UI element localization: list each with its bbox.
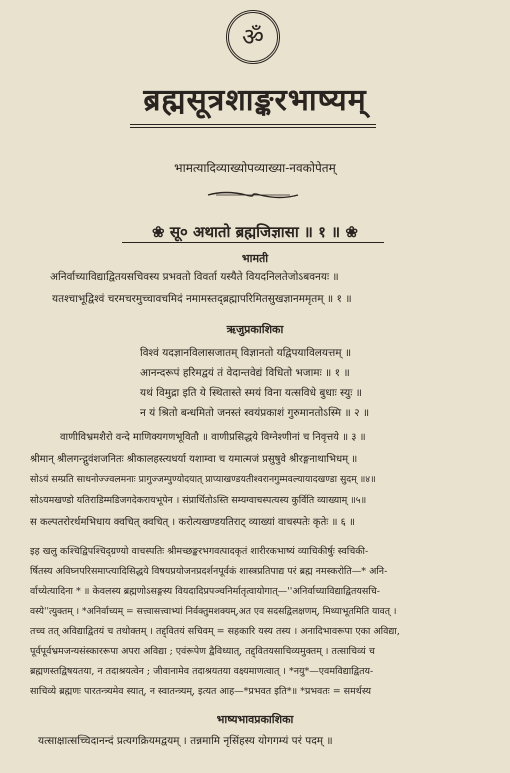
verse-line: स कल्पतरोरर्थमभिधाय क्वचित् क्वचित् । करोत्यखण्डयतिराट् व्याख्यां वाचस्पतेः कृतेः ॥ ६ ॥ [30,517,356,528]
commentary-line: र्वाच्येत्यादिना * ॥ केवलस्य ब्रह्मणोऽसङ्गस्य वियदादिप्रपञ्चनिर्मातृत्वायोगात्—''अनिर्वाच्याविद्याद्वितयसचि- [30,586,381,597]
commentary-line: पूर्वपूर्वभ्रमजन्यसंस्काररूपा अपरा अविद्या ; एवंरूपेण द्वैविध्यात्, तद्द्वितयसाचिव्यमुक्तम् । तत्साचिव्यं च [30,646,375,657]
verse-line: आनन्दरूपं हरिमद्वयं तं वेदान्तवेद्यं विधितो भजामः ॥ १ ॥ [140,367,350,379]
sutra-text: सू० अथातो ब्रह्मजिज्ञासा ॥ १ ॥ [169,223,341,241]
flower-ornament-icon: ❀ [152,223,165,241]
verse-line: न यं श्रितो बन्धमितो जनस्तं स्वयंप्रकाशं गुरुमानतोऽस्मि ॥ २ ॥ [140,407,370,419]
ornament-divider-icon [206,189,300,201]
commentary-line: ब्रह्मणस्तद्विषयतया, न तदाश्रयत्वेन ; जीवानामेव तदाश्रयतया वक्ष्यमाणत्वात् । *नयु*—एवमविद्याद्वितय- [30,666,374,677]
om-emblem-icon: ॐ [242,23,264,51]
subtitle: भामत्यादिव्याख्योपव्याख्या-नवकोपेतम् [174,161,336,175]
rjuprakashika-heading: ऋजुप्रकाशिका [226,323,284,336]
om-emblem [226,10,280,64]
title-underline-2 [130,127,376,128]
commentary-line: इह खलु कश्चिद्विपश्चिद्ग्रण्यो वाचस्पतिः श्रीमच्छङ्करभगवत्पादकृतं शारीरकभाष्यं व्याचिकीर्षुः स्वचिकी- [30,546,369,557]
page-title: ब्रह्मसूत्रशाङ्करभाष्यम् [143,83,367,118]
bhamati-line: यतश्चाभूद्विश्वं चरमचरमुच्चावचमिदं नमामस्तद्ब्रह्मापरिमितसुखज्ञानममृतम् ॥ १ ॥ [52,293,352,305]
bhamati-heading: भामती [241,252,269,265]
commentary-line: तच्च तत् अविद्याद्वितयं च तथोक्तम् । तद्द्वितयं सचिवम् = सहकारि यस्य तस्य । अनादिभावरूपा एका अविद्या, [30,626,400,637]
verse-line: विश्वं यदज्ञानविलासजातम् विज्ञानतो यद्विपयाविलयत्तम् ॥ [140,347,352,359]
commentary-line: र्षितस्य अविघ्नपरिसमाप्त्यादिसिद्धये विषयप्रयोजनप्रदर्शनपूर्वकं शास्त्रप्रतिपाद्य परं ब्रह्म नमस्करोति—* अनि- [30,566,388,577]
commentary-line: वस्ये''त्युक्तम् । *अनिर्वाच्यम् = सत्त्वासत्त्वाभ्यां निर्वक्तुमशक्यम्,अत एव सदसद्विलक्षणम्, मिथ्याभूतमिति यावत् । [30,606,397,617]
sutra-heading [0,222,510,242]
verse-line: सोऽयमखण्डो यतिराडिम्मडिजगदेकरायभूपेन । संप्रार्थितोऽस्ति सम्यग्वाचस्पत्यस्य कुर्विति व्याख्याम् ॥५॥ [30,495,367,506]
verse-line: सोऽयं सम्प्रति साधनोज्ज्वलमनाः प्रागुज्जम्पुण्योदयात् प्राप्याखण्डयतीश्वरानगुम्मवल्यायादखण्डा सुदम् ॥४॥ [30,474,376,485]
bhashya-heading: भाष्यभावप्रकाशिका [216,713,294,726]
verse-line: वाणीविभ्रमशैरो वन्दे माणिक्यगणभूवितौ ॥ वाणीप्रसिद्धये विग्नेश्णीनां च निवृत्तये ॥ ३ ॥ [60,432,366,443]
commentary-line: साचिव्ये ब्रह्मणः पारतन्त्र्यमेव स्यात्, न स्वातन्त्र्यम्, इत्यत आह—*प्रभवत इति*॥ *प्रभवतः = समर्थस्य [30,686,372,697]
sutra-underline [122,242,384,243]
verse-line: श्रीमान् श्रीलगन्द्गुवंशजनितः श्रीकालहस्त्यधर्या यशाम्वा च यमात्मजं प्रसुषुवे श्रीरङ्गनाथाभिधम् ॥ [30,454,358,465]
bhashya-verse: यत्साक्षात्सच्चिदानन्दं प्रत्यगक्रियमद्वयम् । तन्नमामि नृसिंहस्य योगगम्यं परं पदम् ॥ [38,735,333,747]
title-underline [130,124,376,125]
flower-ornament-icon: ❀ [345,223,358,241]
bhamati-line: अनिर्वाच्याविद्याद्वितयसचिवस्य प्रभवतो विवर्ता यस्यैते वियदनिलतेजोऽबवनयः ॥ [50,271,339,283]
verse-line: यथं विमुद्रा इति ये स्थितास्ते स्मयं विना यत्सविधे बुधाः स्युः ॥ [140,387,362,399]
